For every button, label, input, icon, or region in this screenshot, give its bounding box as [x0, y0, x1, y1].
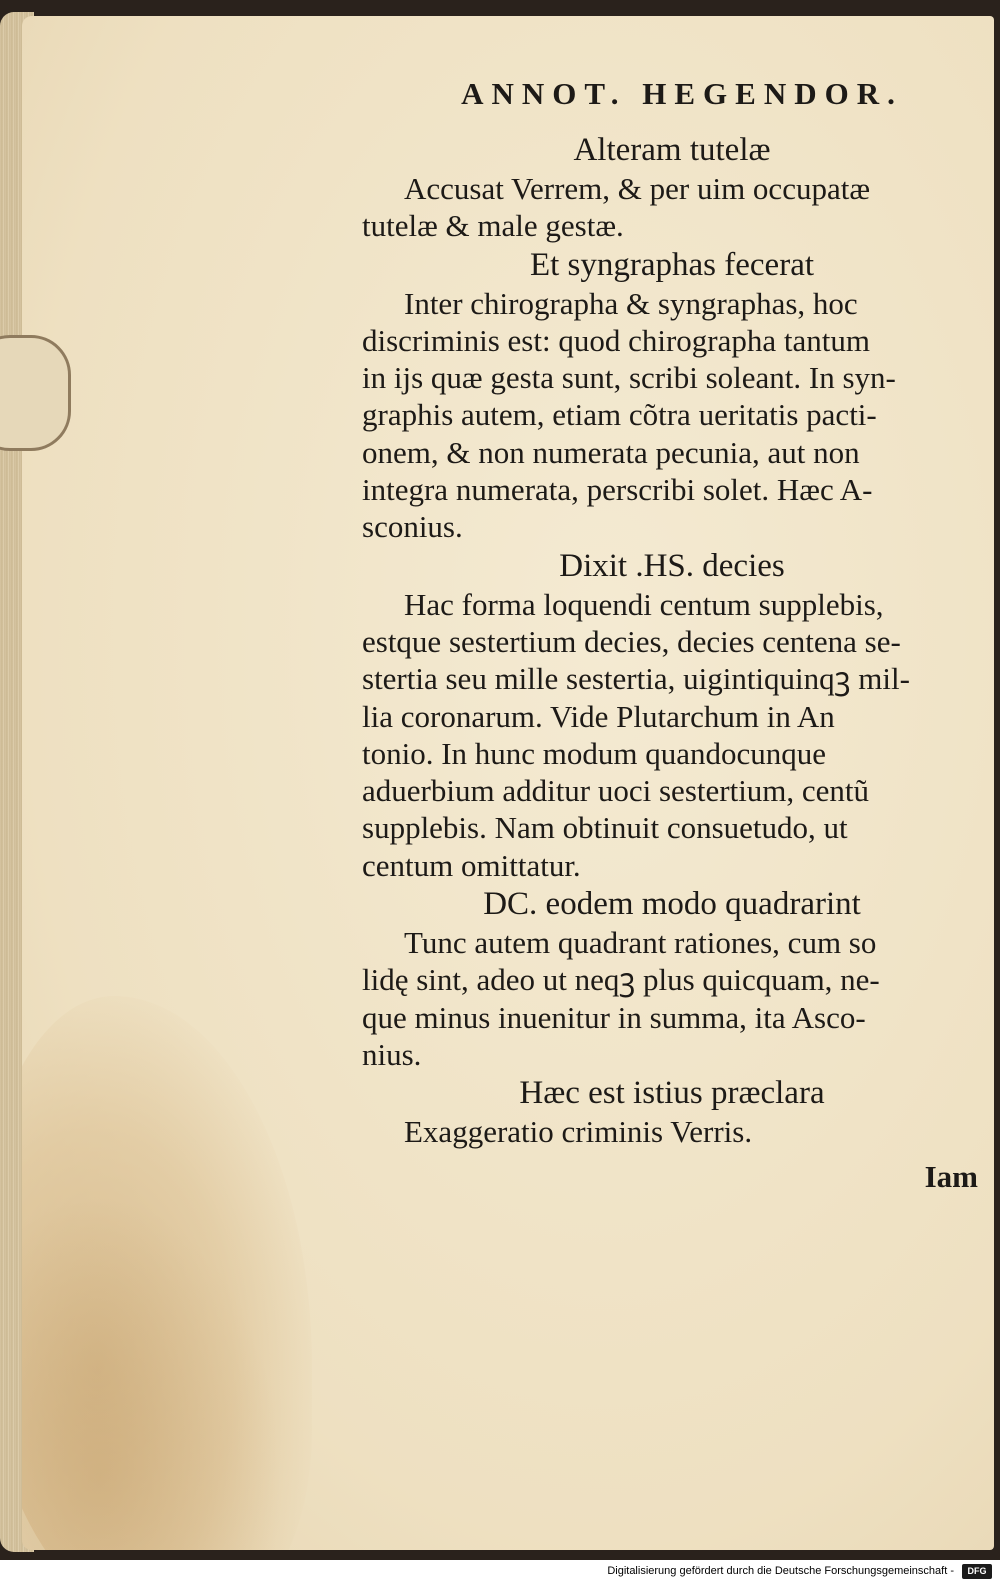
- text-block: [362, 76, 982, 1195]
- entry-text: [362, 586, 982, 884]
- text-line: Tunc autem quadrant rationes, cum so: [404, 925, 877, 961]
- entry-heading: Et syngraphas fecerat: [529, 246, 815, 283]
- footer-credit: Digitalisierung gefördert durch die Deutsche Forschungsgemeinschaft -: [607, 1565, 954, 1577]
- entry-heading: Alteram tutelæ: [573, 132, 771, 168]
- water-stain-lower: [22, 1196, 282, 1550]
- entry-5: [362, 1073, 982, 1150]
- catchword-row: [362, 1159, 982, 1195]
- text-line: discriminis est: quod chirographa tantum: [362, 322, 870, 358]
- text-line: onem, & non numerata pecunia, aut non: [362, 434, 860, 470]
- text-line: nius.: [362, 1036, 422, 1072]
- text-line: Inter chirographa & syngraphas, hoc: [404, 285, 858, 321]
- text-line: supplebis. Nam obtinuit consuetudo, ut: [362, 810, 848, 846]
- text-line: sconius.: [362, 509, 463, 545]
- entry-text: [362, 170, 982, 245]
- book-page: [22, 16, 994, 1550]
- text-line: tonio. In hunc modum quandocunque: [362, 735, 827, 771]
- text-line: estque sestertium decies, decies centena se-: [362, 623, 901, 659]
- book-clasp: [0, 335, 71, 451]
- text-line: Accusat Verrem, & per uim occupatæ: [404, 171, 870, 206]
- footer-bar: [0, 1560, 1000, 1586]
- text-line: integra numerata, perscribi solet. Hæc A-: [362, 472, 873, 508]
- entry-heading: Hæc est istius præclara: [519, 1075, 825, 1112]
- entry-3: [362, 546, 982, 884]
- text-line: Exaggeratio criminis Verris.: [404, 1114, 753, 1150]
- text-line: in ijs quæ gesta sunt, scribi soleant. In syn-: [362, 360, 896, 396]
- dfg-logo-text: DFG: [967, 1566, 987, 1576]
- entry-text: [362, 924, 982, 1073]
- text-line: aduerbium additur uoci sestertium, centũ: [362, 773, 870, 809]
- text-line: graphis autem, etiam cõtra ueritatis pacti-: [362, 397, 877, 433]
- entry-heading: Dixit .HS. decies: [559, 547, 785, 584]
- entry-text: [362, 285, 982, 546]
- text-line: stertia seu mille sestertia, uigintiquinqꝫ mil-: [362, 661, 910, 697]
- text-line: lia coronarum. Vide Plutarchum in An: [362, 698, 835, 734]
- text-line: Hac forma loquendi centum supplebis,: [404, 586, 884, 622]
- dfg-logo-icon: [962, 1564, 992, 1579]
- entry-1: [362, 130, 982, 245]
- text-line: que minus inuenitur in summa, ita Asco-: [362, 999, 866, 1035]
- catchword: Iam: [924, 1158, 978, 1194]
- entry-2: [362, 245, 982, 546]
- entry-4: [362, 884, 982, 1073]
- running-head: ANNOT. HEGENDOR.: [461, 76, 903, 111]
- text-line: centum omittatur.: [362, 847, 581, 883]
- entry-heading: DC. eodem modo quadrarint: [483, 886, 861, 923]
- text-line: lidę sint, adeo ut neqꝫ plus quicquam, ne-: [362, 962, 880, 998]
- text-line: tutelæ & male gestæ.: [362, 208, 624, 244]
- entry-text: [362, 1113, 982, 1150]
